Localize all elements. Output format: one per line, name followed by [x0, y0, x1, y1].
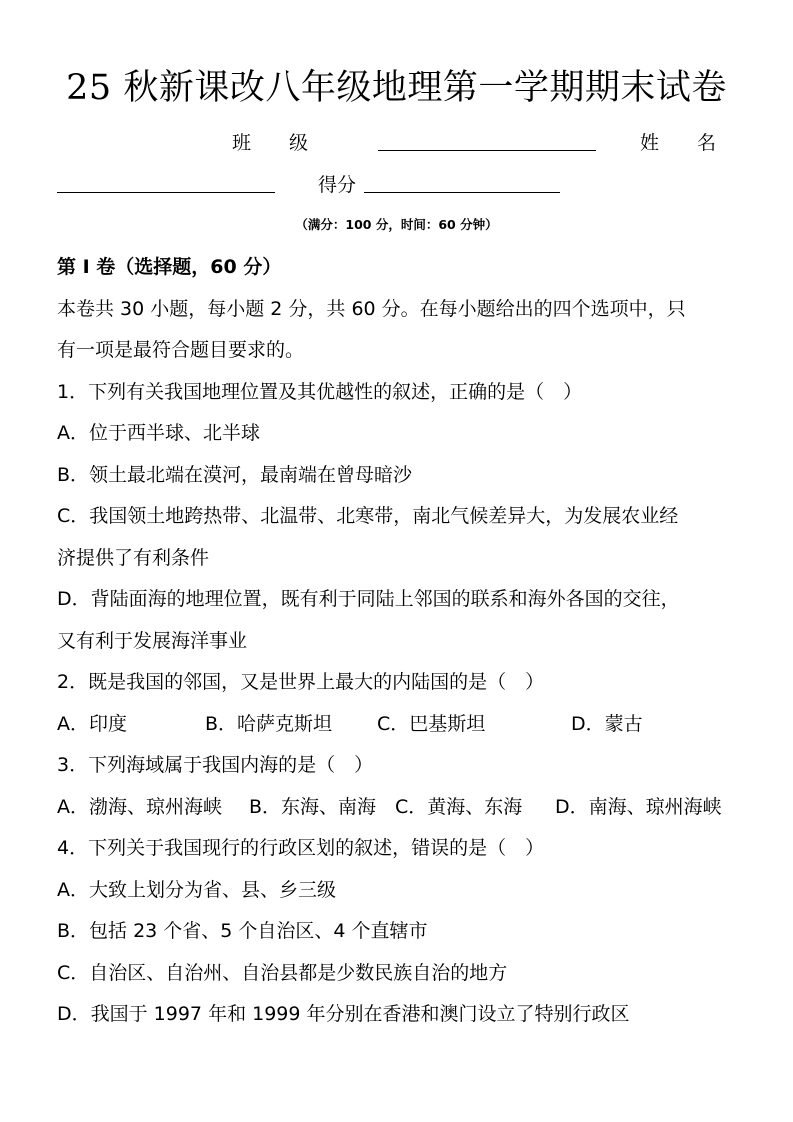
option-line: 济提供了有利条件	[57, 546, 210, 569]
name-blank[interactable]	[57, 166, 275, 193]
exam-body	[57, 247, 747, 1036]
class-label: 班 级	[232, 132, 309, 154]
inline-options-row	[57, 787, 747, 829]
exam-meta: （满分：100 分，时间：60 分钟）	[295, 217, 498, 232]
exam-title: 25 秋新课改八年级地理第一学期期末试卷	[66, 68, 727, 108]
inline-options-row	[57, 704, 747, 746]
section-heading: 第 I 卷（选择题，60 分）	[57, 256, 282, 278]
option-item: B．东海、南海	[249, 795, 377, 818]
section-intro-line: 本卷共 30 小题，每小题 2 分，共 60 分。在每小题给出的四个选项中，只	[57, 297, 686, 320]
option-line: B．包括 23 个省、5 个自治区、4 个直辖市	[57, 920, 428, 942]
option-item: D．蒙古	[571, 712, 643, 735]
option-line: A．大致上划分为省、县、乡三级	[57, 878, 336, 901]
option-line: A．位于西半球、北半球	[57, 422, 260, 444]
option-line: B．领土最北端在漠河，最南端在曾母暗沙	[57, 463, 413, 486]
option-item: A．渤海、琼州海峡	[57, 795, 222, 818]
score-label: 得分	[318, 174, 357, 196]
option-item: B．哈萨克斯坦	[205, 712, 333, 735]
option-item: C．巴基斯坦	[377, 712, 486, 735]
section-intro-line: 有一项是最符合题目要求的。	[57, 339, 305, 361]
name-label: 姓 名	[640, 132, 717, 154]
option-line: 又有利于发展海洋事业	[57, 629, 248, 652]
option-line: C．自治区、自治州、自治县都是少数民族自治的地方	[57, 961, 508, 984]
question-stem: 2．既是我国的邻国，又是世界上最大的内陆国的是（ ）	[57, 671, 545, 693]
option-item: C．黄海、东海	[395, 795, 523, 818]
option-line: D．背陆面海的地理位置，既有利于同陆上邻国的联系和海外各国的交往，	[57, 588, 680, 610]
option-item: D．南海、琼州海峡	[555, 795, 722, 818]
score-blank[interactable]	[364, 166, 560, 193]
option-line: D．我国于 1997 年和 1999 年分别在香港和澳门设立了特别行政区	[57, 1003, 630, 1025]
option-item: A．印度	[57, 712, 127, 735]
question-stem: 1．下列有关我国地理位置及其优越性的叙述，正确的是（ ）	[57, 380, 583, 403]
student-info-row-1	[0, 124, 793, 158]
question-stem: 4．下列关于我国现行的行政区划的叙述，错误的是（ ）	[57, 837, 545, 859]
student-info-row-2	[0, 166, 793, 200]
question-stem: 3．下列海域属于我国内海的是（ ）	[57, 754, 374, 776]
class-blank[interactable]	[378, 124, 596, 151]
option-line: C．我国领土地跨热带、北温带、北寒带，南北气候差异大，为发展农业经	[57, 505, 679, 527]
